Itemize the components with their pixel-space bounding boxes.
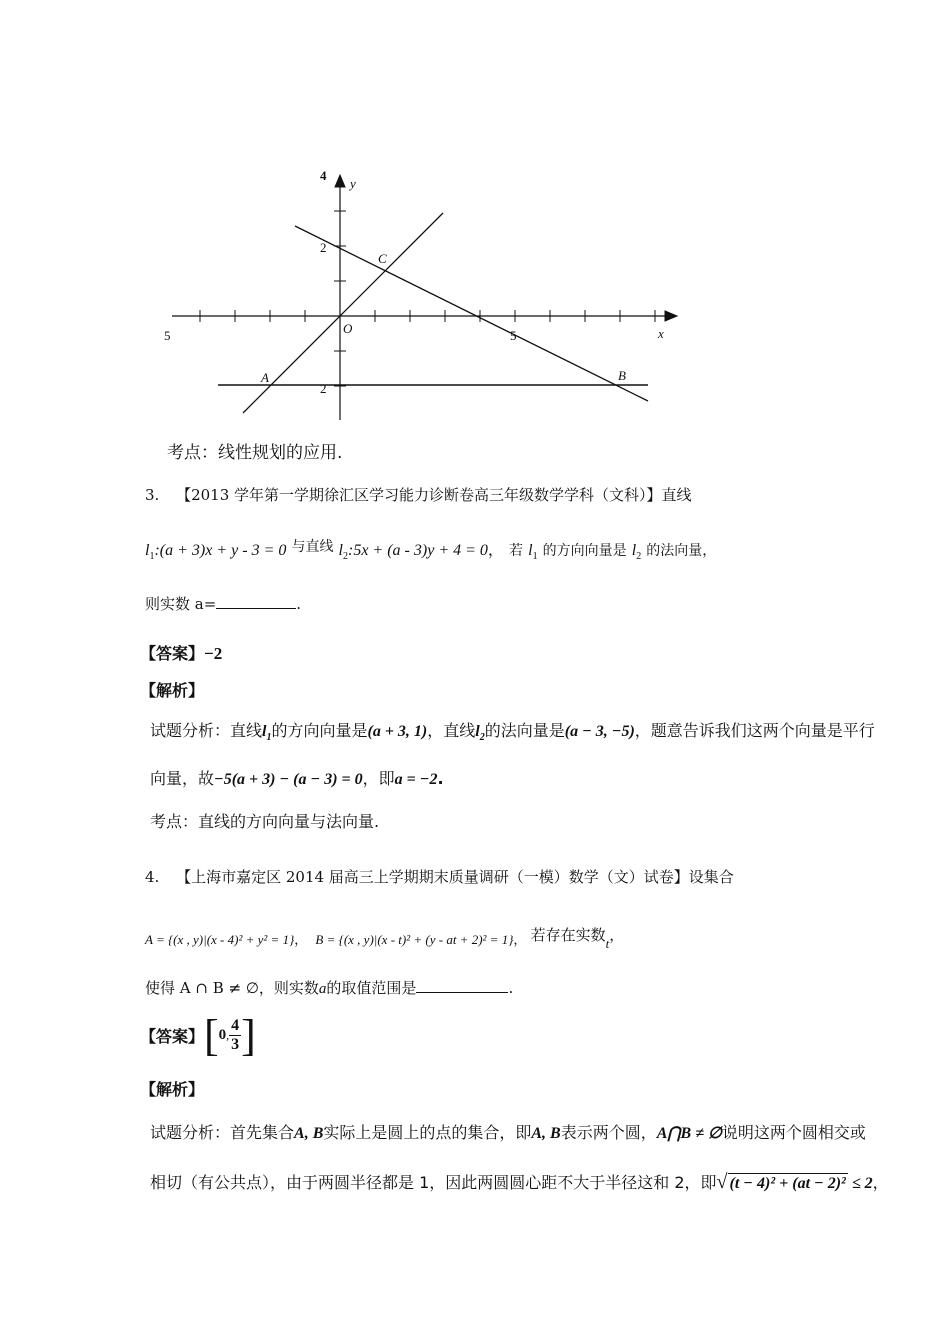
q3-a1-l2: $l_2$ <box>475 723 485 744</box>
q3-a1-l1: $l_1$ <box>262 723 272 744</box>
q4-var-a: a <box>318 981 327 997</box>
q3-a2e: . <box>437 769 444 788</box>
q4-setB: B = {(x , y)|(x - t)² + (y - at + 2)² = 1} <box>315 932 514 947</box>
q3-normal-vec: 的法向量， <box>646 543 717 559</box>
q3-a1b: 的方向向量是 <box>271 721 368 740</box>
y-axis-label: y <box>350 176 356 191</box>
q3-answer <box>140 641 222 664</box>
q4-period: . <box>508 979 514 997</box>
q3-a1-vec1: (a + 3, 1) <box>367 723 428 740</box>
q3-a2c: ，即 <box>362 769 395 788</box>
q4-exists-text: 若存在实数 <box>530 926 606 944</box>
q3-comma: ， <box>487 540 504 559</box>
q4-then-text: ，则实数 <box>258 979 319 997</box>
q3-a2-equation: −5(a + 3) − (a − 3) = 0 <box>214 771 363 788</box>
q4-a2-sqrt-body: (t − 4)² + (at − 2)² <box>729 1175 846 1192</box>
x-left-label: 5 <box>164 328 171 343</box>
l2-equation: :5x + (a - 3)y + 4 = 0 <box>348 542 488 559</box>
q3-a1d: ，直线 <box>427 721 476 740</box>
q4-a1-AB-2: A, B <box>531 1125 561 1142</box>
q4-make-text: 使得 A ∩ B ≠ ∅ <box>145 979 259 997</box>
q3-if-text: 若 <box>509 543 524 559</box>
q3-dir-vec-is: 的方向向量是 <box>542 543 627 559</box>
q3-a1-vec2: (a − 3, −5) <box>564 723 635 740</box>
y-axis-arrow <box>335 175 345 187</box>
x-axis-arrow <box>665 311 677 321</box>
q4-make-line <box>145 977 513 998</box>
line-through-C-B <box>295 226 648 401</box>
l1-symbol: $l_1$ <box>145 542 155 563</box>
q4-answer-interval: [0, $\frac{4}{3}$ ] <box>204 1011 256 1060</box>
q3-equations-line <box>145 536 716 562</box>
q4-a1g: 说明这两个圆相交或 <box>721 1123 866 1142</box>
line-through-A-C <box>243 213 443 413</box>
q4-answer-blank[interactable] <box>416 978 508 993</box>
origin-label: O <box>343 321 353 336</box>
q4-analysis-label: 【解析】 <box>140 1080 205 1099</box>
y-tick-neg2-label: 2 <box>320 381 327 396</box>
l1-equation: :(a + 3)x + y - 3 = 0 <box>154 542 287 559</box>
x-axis-label: x <box>658 326 664 341</box>
q4-answer-fraction: $\frac{4}{3}$ <box>231 1017 240 1053</box>
q4-setA: A = {(x , y)|(x - 4)² + y² = 1} <box>145 932 295 947</box>
q4-a2-sqrt-sign: √ <box>716 1171 728 1193</box>
q3-header <box>145 484 692 505</box>
q4-a1e: 表示两个圆， <box>560 1123 657 1142</box>
point-B-label: B <box>618 368 626 383</box>
q3-number: 3. <box>145 486 160 504</box>
point-C-label: C <box>378 251 387 266</box>
coordinate-graph <box>160 160 700 430</box>
q4-a1c: 实际上是圆上的点的集合，即 <box>323 1123 532 1142</box>
q3-period: . <box>296 595 302 613</box>
q4-answer-left: 0 <box>218 1027 227 1043</box>
q3-a2a: 向量，故 <box>150 769 215 788</box>
q3-a1a: 试题分析：直线 <box>150 721 263 740</box>
q4-number: 4. <box>145 868 160 886</box>
q4-a2a: 相切（有公共点），由于两圆半径都是 1，因此两圆圆心距不大于半径这和 2，即 <box>150 1173 717 1192</box>
q3-kaodian: 考点：直线的方向向量与法向量. <box>150 812 380 831</box>
q4-answer <box>140 1010 256 1061</box>
q4-var-t: t <box>605 936 610 951</box>
q4-sets-line <box>145 924 624 952</box>
q3-a2-result: a = −2 <box>394 771 438 788</box>
q3-then-line <box>145 593 301 614</box>
l2-symbol: $l_2$ <box>338 542 348 563</box>
y-tick-2-label: 2 <box>320 240 327 255</box>
q4-end-comma: ， <box>609 926 625 944</box>
q3-analysis-label: 【解析】 <box>140 681 205 700</box>
q4-a2-leq: ≤ 2 <box>851 1175 873 1192</box>
q4-setA-comma: ， <box>294 933 308 948</box>
q4-analysis-line1 <box>150 1120 866 1143</box>
q3-analysis-line1 <box>150 718 875 743</box>
kaodian-previous: 考点：线性规划的应用. <box>167 443 343 463</box>
point-A-label: A <box>261 370 269 385</box>
q3-answer-value: −2 <box>204 644 223 663</box>
q3-answer-label: 【答案】 <box>140 644 205 663</box>
q3-a1e: 的法向量是 <box>484 721 565 740</box>
q4-setB-comma: ， <box>513 933 527 948</box>
x-tick-5-label: 5 <box>510 328 517 343</box>
q4-a2d: ， <box>872 1173 889 1192</box>
y-tick-top-label: 4 <box>320 168 327 183</box>
q3-answer-blank[interactable] <box>216 594 296 609</box>
q3-source: 【2013 学年第一学期徐汇区学习能力诊断卷高三年级数学学科（文科）】直线 <box>176 486 692 504</box>
q3-a1g: ，题意告诉我们这两个向量是平行 <box>634 721 875 740</box>
q4-a1-AB: A, B <box>294 1125 324 1142</box>
q4-answer-label: 【答案】 <box>140 1027 205 1046</box>
q3-then-text: 则实数 a= <box>145 595 217 613</box>
q4-a1-intersect: A⋂B ≠ ∅ <box>656 1125 722 1142</box>
q4-a1a: 试题分析：首先集合 <box>150 1123 295 1142</box>
q4-source: 【上海市嘉定区 2014 届高三上学期期末质量调研（一模）数学（文）试卷】设集合 <box>176 868 734 886</box>
q3-with-line: 与直线 <box>291 539 334 555</box>
q4-header <box>145 866 734 887</box>
q3-analysis-line2 <box>150 766 444 789</box>
q4-analysis-line2 <box>150 1170 889 1194</box>
q4-range-text: 的取值范围是 <box>326 979 417 997</box>
l2-symbol-2: $l_2$ <box>631 542 642 563</box>
l1-symbol-2: $l_1$ <box>528 542 538 563</box>
